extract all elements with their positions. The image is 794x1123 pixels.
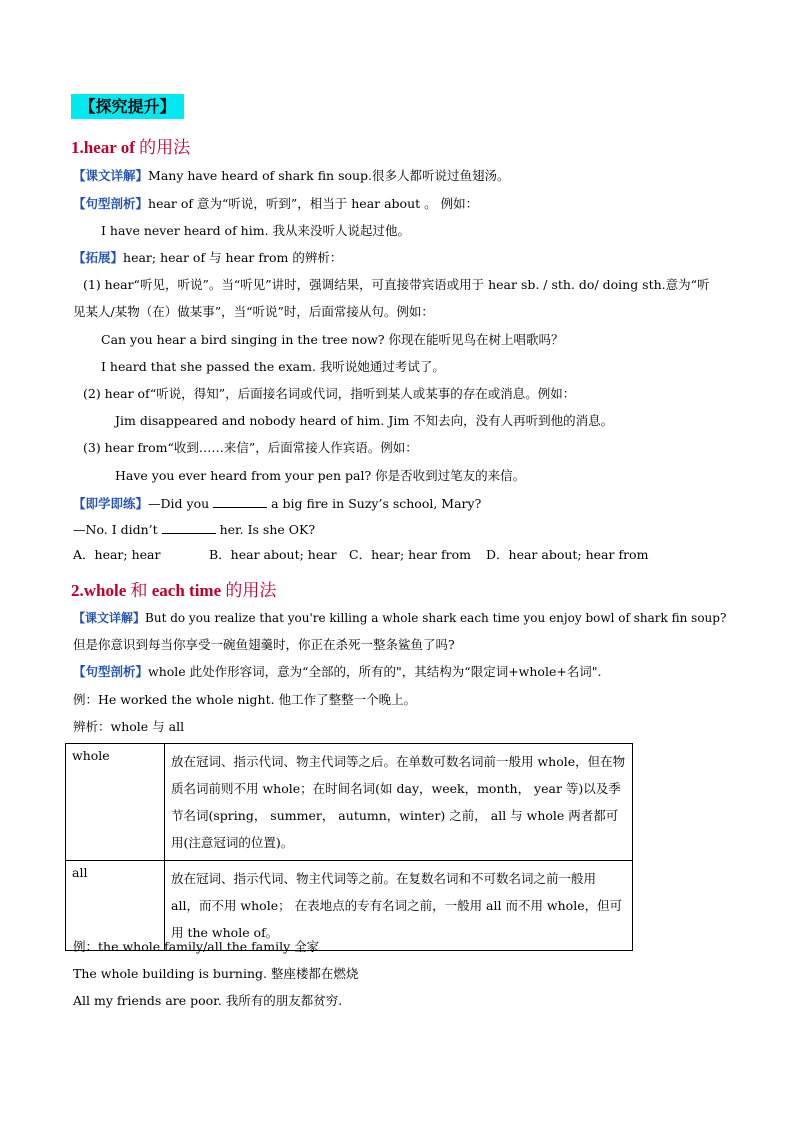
s1-point1-example1: Can you hear a bird singing in the tree now? 你现在能听见鸟在树上唱歌吗？ <box>101 332 564 347</box>
s2-kewen-text: But do you realize that you're killing a whole shark each time you enjoy bowl of shark fin soup? <box>145 611 727 625</box>
s2-juxing-text: whole 此处作形容词，意为“全部的，所有的"，其结构为“限定词+whole+名词". <box>148 664 602 679</box>
s2-example: 例：He worked the whole night. 他工作了整整一个晚上。 <box>73 692 417 707</box>
s2-example-2: The whole building is burning. 整座楼都在燃烧 <box>73 966 359 981</box>
section2-heading-d: 的用法 <box>225 581 277 600</box>
option-a[interactable]: A．hear; hear <box>73 547 161 562</box>
s1-q1-part-a: —Did you <box>148 496 214 511</box>
s2-juxing-line <box>73 664 602 680</box>
s1-point1-line2: 见某人/某物（在）做某事”，当“听说”时，后面常接从句。例如： <box>73 304 434 319</box>
comparison-table <box>65 743 633 951</box>
option-b[interactable]: B．hear about; hear <box>209 547 337 562</box>
s2-example-3: All my friends are poor. 我所有的朋友都贫穷. <box>73 993 343 1008</box>
s1-juxing-tag: 【句型剖析】 <box>73 196 149 211</box>
table-value-all: 放在冠词、指示代词、物主代词等之前。在复数名词和不可数名词之前一般用 all，而不用 whole； 在表地点的专有名词之前，一般用 all 而不用 whole，但可用 the whole of。 <box>165 861 633 951</box>
section-banner: 【探究提升】 <box>71 94 184 119</box>
s1-point3-example: Have you ever heard from your pen pal? 你是否收到过笔友的来信。 <box>115 468 526 483</box>
s1-q2-part-a: —No. I didn’t <box>73 522 162 537</box>
s2-kewen-tag: 【课文详解】 <box>73 611 146 625</box>
section1-heading-en: 1.hear of <box>71 138 135 157</box>
s1-point1-line1: (1) hear“听见，听说”。当“听见”讲时，强调结果，可直接带宾语或用于 hear sb. / sth. do/ doing sth.意为“听 <box>83 277 710 292</box>
section2-heading-b: 和 <box>130 581 148 600</box>
s2-kewen-cn: 但是你意识到每当你享受一碗鱼翅羹时，你正在杀死一整条鲨鱼了吗? <box>73 637 455 652</box>
section1-heading <box>71 133 190 158</box>
section1-heading-cn: 的用法 <box>139 138 191 157</box>
s2-bianxi: 辨析：whole 与 all <box>73 719 185 734</box>
s1-kewen-text: Many have heard of shark fin soup.很多人都听说过鱼翅汤。 <box>148 168 510 183</box>
s1-exercise-line2 <box>73 521 315 538</box>
s1-point3: (3) hear from“收到……来信”，后面常接人作宾语。例如： <box>83 440 418 455</box>
s1-q2-part-b: her. Is she OK? <box>215 522 316 537</box>
table-row-all <box>66 861 633 951</box>
s1-example: I have never heard of him. 我从来没听人说起过他。 <box>101 223 411 238</box>
option-d[interactable]: D．hear about; hear from <box>486 547 649 562</box>
s2-example-1: 例：the whole family/all the family 全家 <box>73 939 320 954</box>
s1-point2-example: Jim disappeared and nobody heard of him. Jim 不知去向，没有人再听到他的消息。 <box>115 413 614 428</box>
s1-point2: (2) hear of“听说，得知”，后面接名词或代词，指听到某人或某事的存在或消息。例如： <box>83 386 576 401</box>
section2-heading <box>71 576 276 601</box>
s1-exercise-line1 <box>73 495 481 512</box>
s1-juxing-text: hear of 意为“听说，听到”，相当于 hear about 。 例如： <box>148 196 479 211</box>
table-key-whole: whole <box>66 744 165 861</box>
s1-kewen-line <box>73 168 510 184</box>
s1-q1-part-b: a big fire in Suzy’s school, Mary? <box>267 496 482 511</box>
table-value-whole: 放在冠词、指示代词、物主代词等之后。在单数可数名词前一般用 whole，但在物质名词前则不用 whole；在时间名词(如 day，week，month， year 等)以及季节名词(spring， summer， autumn，winter) 之前， all 与 whole 两者都可用(注意冠词的位置)。 <box>165 744 633 861</box>
s1-point1-example2: I heard that she passed the exam. 我听说她通过考试了。 <box>101 359 445 374</box>
table-key-all: all <box>66 861 165 951</box>
section2-heading-a: 2.whole <box>71 581 127 600</box>
s1-tuozhan-line <box>73 250 342 266</box>
s2-juxing-tag: 【句型剖析】 <box>73 664 149 679</box>
s2-kewen-line <box>73 610 726 626</box>
option-c[interactable]: C．hear; hear from <box>349 547 471 562</box>
s1-tuozhan-tag: 【拓展】 <box>73 250 124 265</box>
s1-jixue-tag: 【即学即练】 <box>73 496 149 511</box>
s1-kewen-tag: 【课文详解】 <box>73 168 149 183</box>
s1-tuozhan-text: hear; hear of 与 hear from 的辨析： <box>123 250 343 265</box>
table-row-whole <box>66 744 633 861</box>
section2-heading-c: each time <box>151 581 222 600</box>
answer-blank-1[interactable] <box>213 495 267 508</box>
answer-blank-2[interactable] <box>162 521 216 534</box>
s1-juxing-line <box>73 196 478 212</box>
